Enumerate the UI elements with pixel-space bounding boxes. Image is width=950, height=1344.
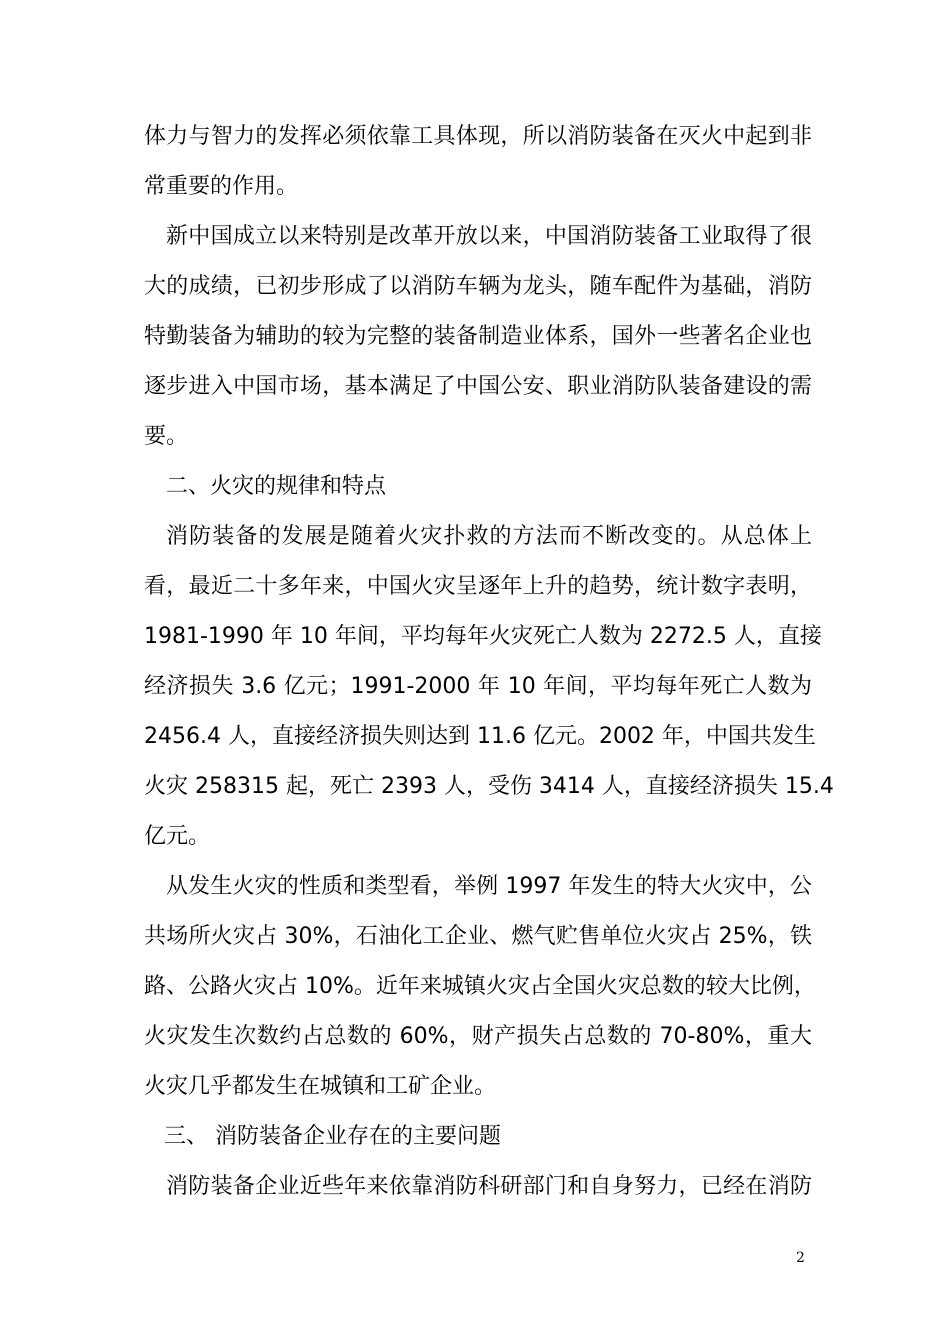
paragraph-4-line-5: 火灾几乎都发生在城镇和工矿企业。: [144, 1074, 497, 1099]
paragraph-4-line-1: 从发生火灾的性质和类型看，举例 1997 年发生的特大火灾中，公: [166, 874, 812, 899]
paragraph-4-line-3: 路、公路火灾占 10%。近年来城镇火灾占全国火灾总数的较大比例，: [144, 974, 816, 999]
paragraph-2-line-3: 特勤装备为辅助的较为完整的装备制造业体系，国外一些著名企业也: [144, 324, 812, 349]
paragraph-3-line-5: 2456.4 人，直接经济损失则达到 11.6 亿元。2002 年，中国共发生: [144, 724, 816, 749]
paragraph-3-line-1: 消防装备的发展是随着火灾扑救的方法而不断改变的。从总体上: [166, 524, 812, 549]
paragraph-3-line-6: 火灾 258315 起，死亡 2393 人，受伤 3414 人，直接经济损失 15.4: [144, 774, 834, 799]
paragraph-1-line-1: 体力与智力的发挥必须依靠工具体现，所以消防装备在灭火中起到非: [144, 124, 812, 149]
section-heading-2: 二、火灾的规律和特点: [166, 474, 387, 499]
document-body: [144, 112, 834, 1212]
paragraph-2-line-5: 要。: [144, 424, 189, 449]
section-heading-3: 三、 消防装备企业存在的主要问题: [164, 1124, 501, 1149]
page-number: 2: [796, 1250, 805, 1266]
paragraph-2-line-2: 大的成绩，已初步形成了以消防车辆为龙头，随车配件为基础，消防: [144, 274, 812, 299]
paragraph-3-line-2: 看，最近二十多年来，中国火灾呈逐年上升的趋势，统计数字表明，: [144, 574, 812, 599]
paragraph-4-line-4: 火灾发生次数约占总数的 60%，财产损失占总数的 70-80%，重大: [144, 1024, 812, 1049]
paragraph-2-line-1: 新中国成立以来特别是改革开放以来，中国消防装备工业取得了很: [166, 224, 812, 249]
paragraph-4-line-2: 共场所火灾占 30%，石油化工企业、燃气贮售单位火灾占 25%，铁: [144, 924, 812, 949]
paragraph-3-line-4: 经济损失 3.6 亿元；1991-2000 年 10 年间，平均每年死亡人数为: [144, 674, 812, 699]
paragraph-2-line-4: 逐步进入中国市场，基本满足了中国公安、职业消防队装备建设的需: [144, 374, 812, 399]
paragraph-1-line-2: 常重要的作用。: [144, 174, 299, 199]
paragraph-5-line-1: 消防装备企业近些年来依靠消防科研部门和自身努力，已经在消防: [166, 1174, 812, 1199]
paragraph-3-line-7: 亿元。: [144, 824, 211, 849]
paragraph-3-line-3: 1981-1990 年 10 年间，平均每年火灾死亡人数为 2272.5 人，直接: [144, 624, 822, 649]
